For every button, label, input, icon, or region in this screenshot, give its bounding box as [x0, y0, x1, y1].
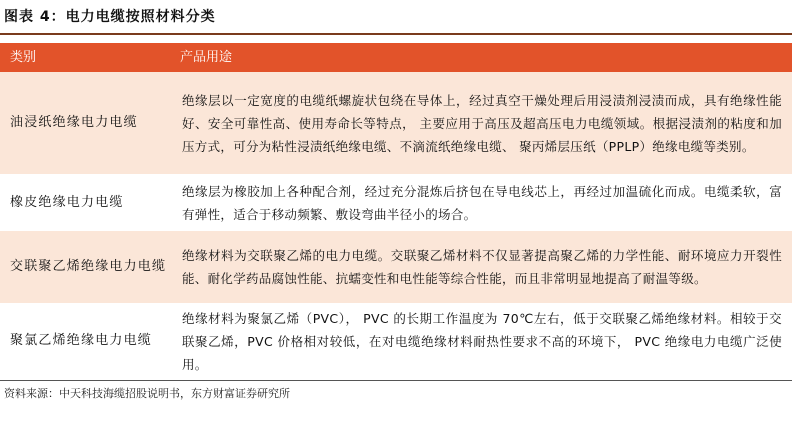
- table-row: [0, 72, 792, 174]
- table-row: [0, 303, 792, 379]
- table-row: [0, 178, 792, 227]
- row-usage: 绝缘层为橡胶加上各种配合剂，经过充分混炼后挤包在导电线芯上，再经过加温硫化而成。电缆柔软，富有弹性，适合于移动频繁、敷设弯曲半径小的场合。: [182, 183, 782, 222]
- figure-title: 图表 4：电力电缆按照材料分类: [4, 9, 216, 25]
- header-usage: 产品用途: [180, 50, 233, 65]
- row-category: 聚氯乙烯绝缘电力电缆: [10, 333, 153, 348]
- row-category: 橡皮绝缘电力电缆: [10, 194, 124, 210]
- table-row: [0, 231, 792, 303]
- header-category: 类别: [10, 50, 37, 65]
- cable-classification-table: [0, 43, 792, 379]
- table-bottom-divider: [0, 380, 792, 381]
- table-header-row: [0, 43, 792, 72]
- row-usage: 绝缘材料为聚氯乙烯（PVC）， PVC 的长期工作温度为 70℃左右，低于交联聚乙烯绝缘材料。相较于交联聚乙烯，PVC 价格相对较低，在对电缆绝缘材料耐热性要求不高的环境下， PVC 绝缘电力电缆广泛使用。: [182, 310, 782, 372]
- row-category: 油浸纸绝缘电力电缆: [10, 115, 138, 130]
- row-usage: 绝缘材料为交联聚乙烯的电力电缆。交联聚乙烯材料不仅显著提高聚乙烯的力学性能、耐环境应力开裂性能、耐化学药品腐蚀性能、抗蠕变性和电性能等综合性能，而且非常明显地提高了耐温等级。: [182, 248, 782, 286]
- title-divider: [0, 33, 792, 35]
- row-usage: 绝缘层以一定宽度的电缆纸螺旋状包绕在导体上，经过真空干燥处理后用浸渍剂浸渍而成，具有绝缘性能好、安全可靠性高、使用寿命长等特点， 主要应用于高压及超高压电力电缆领域。根据浸渍剂的粘度和加压方式，可分为粘性浸渍纸绝缘电缆、不滴流纸绝缘电缆、 聚丙烯层压纸（PPLP）绝缘电缆等类别。: [182, 92, 782, 154]
- source-note: 资料来源：中天科技海缆招股说明书，东方财富证券研究所: [4, 387, 290, 400]
- row-category: 交联聚乙烯绝缘电力电缆: [10, 259, 167, 274]
